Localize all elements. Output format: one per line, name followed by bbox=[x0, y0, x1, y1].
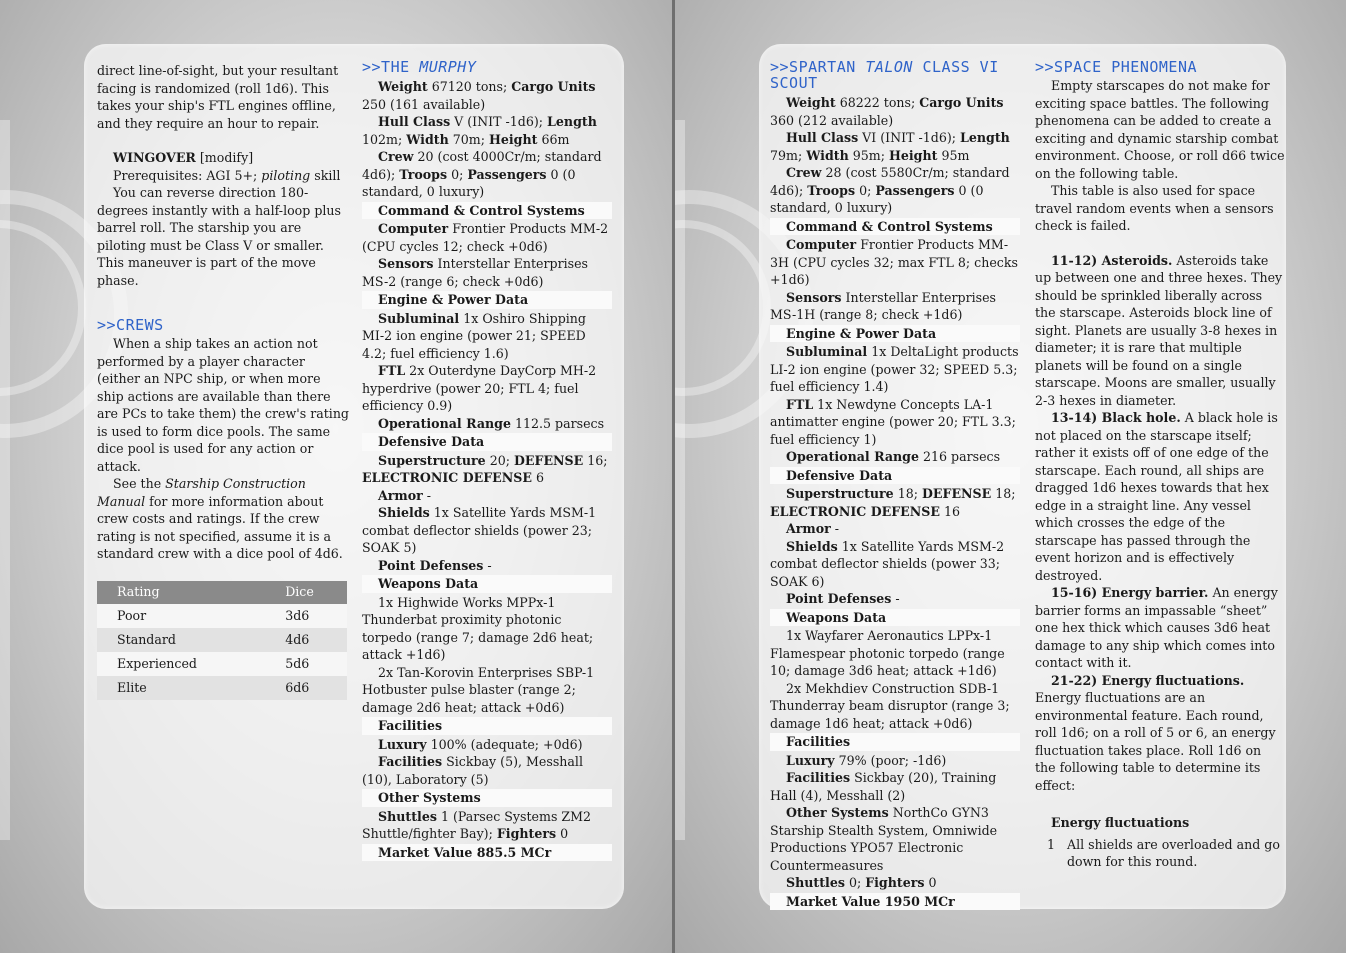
stat-value: 20; bbox=[485, 452, 514, 468]
stat-value: - bbox=[422, 487, 432, 503]
stat-value: 28 (cost 5580Cr/m; standard 4d6); bbox=[770, 165, 1010, 198]
hull-line bbox=[770, 129, 1020, 164]
stat-value: 102m; bbox=[362, 131, 403, 147]
stat-value: 95m; bbox=[848, 147, 889, 163]
stat-label: Luxury bbox=[786, 752, 835, 768]
section-bar: Command & Control Systems bbox=[362, 202, 612, 220]
stat-value: 6 bbox=[531, 470, 544, 485]
stat-label: Length bbox=[960, 130, 1010, 145]
stat-label: FTL bbox=[378, 363, 406, 378]
superstructure-line bbox=[770, 485, 1020, 520]
stat-label: Armor bbox=[378, 487, 423, 503]
table-cell: Elite bbox=[97, 676, 265, 700]
computer-line bbox=[770, 236, 1020, 289]
stat-value: 20 (cost 4000Cr/m; standard 4d6); bbox=[362, 149, 602, 182]
stat-label: Troops bbox=[399, 166, 448, 182]
section-bar: Defensive Data bbox=[770, 467, 1020, 485]
spartan-heading bbox=[770, 59, 1020, 91]
shields-line bbox=[362, 504, 612, 557]
murphy-heading bbox=[362, 59, 612, 75]
entry-title: 21-22) Energy fluctuations. bbox=[1051, 672, 1245, 688]
stat-label: Cargo Units bbox=[919, 95, 1004, 110]
stat-value: Interstellar Enterprises MS-1H (range 8; check +1d6) bbox=[770, 289, 996, 322]
stat-value: V (INIT -1d6); bbox=[450, 114, 548, 129]
table-cell: Standard bbox=[97, 628, 265, 652]
prereq-text: Prerequisites: AGI 5+; bbox=[113, 167, 262, 183]
stat-label: Width bbox=[406, 131, 449, 147]
phenomenon-entry bbox=[1035, 672, 1285, 795]
shields-line bbox=[770, 538, 1020, 591]
stat-value: Frontier Products MM-3H (CPU cycles 32; max FTL 8; checks +1d6) bbox=[770, 237, 1018, 287]
space-phenomena-heading: >>SPACE PHENOMENA bbox=[1035, 58, 1198, 76]
point-defenses-line bbox=[770, 590, 1020, 608]
phenomena-note: This table is also used for space travel random events when a sensors check is failed. bbox=[1035, 183, 1274, 233]
stat-label: Sensors bbox=[378, 256, 434, 271]
crew-line bbox=[362, 148, 612, 201]
stat-value: 79m; bbox=[770, 147, 803, 163]
armor-line bbox=[362, 487, 612, 505]
stat-label: DEFENSE bbox=[921, 486, 992, 501]
crew-rating-table bbox=[97, 581, 347, 700]
table-row bbox=[97, 652, 347, 676]
stat-value: 1x DeltaLight products LI-2 ion engine (power 32; SPEED 5.3; fuel efficiency 1.4) bbox=[770, 344, 1019, 394]
manual-title: Starship Construction Manual bbox=[97, 476, 306, 509]
stat-value: 2x Outerdyne DayCorp MH-2 hyperdrive (power 20; FTL 4; fuel efficiency 0.9) bbox=[362, 363, 597, 413]
weapon-entry: 1x Highwide Works MPPx-1 Thunderbat proximity photonic torpedo (range 7; damage 2d6 heat; attack +1d6) bbox=[362, 594, 594, 662]
hull-line bbox=[362, 113, 612, 148]
stat-label: Superstructure bbox=[786, 486, 894, 501]
stat-value: - bbox=[483, 557, 492, 573]
stat-label: ELECTRONIC DEFENSE bbox=[362, 470, 532, 485]
stat-label: Height bbox=[488, 131, 538, 147]
stat-label: Fighters bbox=[865, 875, 925, 890]
stat-label: Weight bbox=[786, 95, 836, 110]
market-value-bar: Market Value 1950 MCr bbox=[770, 893, 1020, 911]
stat-label: Fighters bbox=[496, 826, 557, 841]
stat-value: Sickbay (20), Training Hall (4), Messhall (2) bbox=[770, 770, 997, 803]
left-column-2 bbox=[362, 59, 612, 862]
crews-p2-c: for more information about crew costs and ratings. If the crew rating is not specified, assume it is a standard crew with a dice pool of 4d6. bbox=[97, 493, 343, 561]
crew-line bbox=[770, 164, 1020, 217]
stat-value: 95m bbox=[937, 147, 970, 163]
table-cell: 3d6 bbox=[265, 604, 347, 628]
crews-heading: >>CREWS bbox=[97, 316, 164, 334]
stat-value: 18; bbox=[991, 486, 1016, 501]
phenomenon-entry bbox=[1035, 584, 1285, 672]
table-row bbox=[97, 676, 347, 700]
stat-value: 0 bbox=[924, 875, 937, 890]
section-bar: Engine & Power Data bbox=[770, 325, 1020, 343]
fluctuation-row bbox=[1035, 836, 1285, 871]
shuttles-line bbox=[362, 808, 612, 843]
heading-prefix: >>SPARTAN bbox=[770, 58, 866, 76]
wingover-title: WINGOVER bbox=[113, 150, 196, 165]
sensors-line bbox=[362, 255, 612, 290]
weapon-entry: 2x Tan-Korovin Enterprises SBP-1 Hotbuster pulse blaster (range 2; damage 2d6 heat; attack +0d6) bbox=[362, 664, 595, 715]
entry-body: An energy barrier forms an impassable “sheet” one hex thick which causes 3d6 heat damage to any ship which comes into contact with it. bbox=[1035, 585, 1278, 670]
other-systems-line bbox=[770, 804, 1020, 874]
ftl-line bbox=[362, 362, 612, 415]
stat-label: Width bbox=[806, 147, 849, 163]
heading-prefix: >>THE bbox=[362, 58, 420, 76]
stat-value: 0 (0 standard, 0 luxury) bbox=[770, 182, 984, 215]
facilities-line bbox=[362, 753, 612, 788]
stat-label: Operational Range bbox=[786, 449, 919, 464]
weight-line bbox=[770, 94, 1020, 129]
stat-label: Luxury bbox=[378, 736, 427, 752]
stat-label: Passengers bbox=[875, 182, 955, 198]
prereq-skill: piloting bbox=[261, 167, 311, 183]
market-value-bar: Market Value 885.5 MCr bbox=[362, 844, 612, 862]
stat-value: 70m; bbox=[448, 131, 489, 147]
stat-label: Point Defenses bbox=[378, 557, 484, 573]
entry-body: A black hole is not placed on the starscape itself; rather it exists off of one edge of the starscape. Each round, all ships are dragged 1d6 hexes towards that hex edge in a straight line. Any vessel which crosses the edge of the starscape has passed through the event horizon and is effectively destroyed. bbox=[1035, 410, 1278, 583]
table-cell: 4d6 bbox=[265, 628, 347, 652]
crews-paragraph-2 bbox=[97, 475, 349, 563]
stat-value: 1 (Parsec Systems ZM2 Shuttle/fighter Bay); bbox=[362, 808, 592, 841]
phenomenon-entry bbox=[1035, 409, 1285, 584]
stat-value: 1x Satellite Yards MSM-1 combat deflector shields (power 23; SOAK 5) bbox=[362, 505, 597, 555]
stat-label: Computer bbox=[786, 237, 857, 252]
stat-value: 360 (212 available) bbox=[770, 112, 894, 128]
computer-line bbox=[362, 220, 612, 255]
weapon-entry: 1x Wayfarer Aeronautics LPPx-1 Flamespear photonic torpedo (range 10; damage 3d6 heat; attack +1d6) bbox=[770, 628, 1005, 678]
stat-label: Hull Class bbox=[786, 130, 859, 145]
stat-value: 0 (0 standard, 0 luxury) bbox=[362, 166, 576, 199]
stat-value: 1x Newdyne Concepts LA-1 antimatter engine (power 20; FTL 3.3; fuel efficiency 1) bbox=[770, 396, 1016, 447]
wingover-tag: [modify] bbox=[195, 150, 254, 165]
stat-label: Shuttles bbox=[786, 875, 845, 890]
left-page bbox=[0, 0, 672, 953]
stat-label: Height bbox=[888, 147, 938, 163]
stat-label: Troops bbox=[807, 182, 856, 198]
stat-value: 67120 tons; bbox=[427, 79, 512, 94]
weight-line bbox=[362, 78, 612, 113]
section-bar: Weapons Data bbox=[362, 575, 612, 593]
fluctuation-number: 1 bbox=[1047, 836, 1056, 852]
table-header: Dice bbox=[265, 581, 347, 604]
stat-value: NorthCo GYN3 Starship Stealth System, Omniwide Productions YPO57 Electronic Countermeasures bbox=[770, 805, 998, 873]
section-bar: Weapons Data bbox=[770, 609, 1020, 627]
entry-body: Asteroids take up between one and three hexes. They should be sprinkled liberally across the starscape. Asteroids block line of sight. Planets are usually 3-8 hexes in diameter; it is rare that multiple planets will be found on a single starscape. Moons are smaller, usually 2-3 hexes in diameter. bbox=[1035, 252, 1283, 408]
superstructure-line bbox=[362, 452, 612, 487]
right-column-1 bbox=[770, 59, 1020, 911]
stat-label: ELECTRONIC DEFENSE bbox=[770, 503, 940, 519]
ftl-line bbox=[770, 396, 1020, 449]
stat-label: Point Defenses bbox=[786, 591, 892, 606]
stat-label: Computer bbox=[378, 221, 449, 236]
shuttles-line bbox=[770, 874, 1020, 892]
section-bar: Engine & Power Data bbox=[362, 291, 612, 309]
entry-body: Energy fluctuations are an environmental feature. Each round, roll 1d6; on a roll of 5 or 6, an energy fluctuation takes place. Roll 1d6 on the following table to determine its effect: bbox=[1035, 690, 1276, 793]
left-column-1 bbox=[97, 62, 349, 700]
right-page bbox=[675, 0, 1346, 953]
crews-p2-a: See the bbox=[113, 476, 166, 491]
sensors-line bbox=[770, 289, 1020, 324]
stat-label: FTL bbox=[786, 396, 814, 412]
decorative-line bbox=[0, 120, 10, 840]
table-row bbox=[97, 604, 347, 628]
stat-value: 0; bbox=[447, 166, 468, 182]
stat-label: Other Systems bbox=[786, 805, 889, 820]
stat-value: 16; bbox=[583, 452, 608, 468]
armor-line bbox=[770, 520, 1020, 538]
stat-value: 66m bbox=[537, 131, 570, 147]
point-defenses-line bbox=[362, 557, 612, 575]
stat-label: Facilities bbox=[786, 770, 851, 785]
section-bar: Command & Control Systems bbox=[770, 218, 1020, 236]
prereq-suffix: skill bbox=[310, 167, 341, 183]
section-bar: Other Systems bbox=[362, 789, 612, 807]
subluminal-line bbox=[770, 343, 1020, 396]
stat-label: Superstructure bbox=[378, 452, 486, 468]
stat-label: Shields bbox=[786, 538, 838, 554]
stat-value: 0 bbox=[556, 826, 569, 841]
stat-label: Armor bbox=[786, 521, 831, 536]
ship-name: TALON bbox=[865, 58, 913, 76]
stat-value: 100% (adequate; +0d6) bbox=[426, 736, 583, 752]
stat-label: Facilities bbox=[378, 754, 443, 769]
decorative-line bbox=[675, 120, 685, 840]
stat-value: Interstellar Enterprises MS-2 (range 6; check +0d6) bbox=[362, 256, 588, 289]
stat-value: 1x Oshiro Shipping MI-2 ion engine (power 21; SPEED 4.2; fuel efficiency 1.6) bbox=[362, 310, 586, 361]
range-line bbox=[362, 415, 612, 433]
entry-title: 11-12) Asteroids. bbox=[1051, 252, 1173, 268]
stat-label: Subluminal bbox=[378, 310, 460, 326]
wingover-title-line bbox=[97, 149, 349, 167]
range-line bbox=[770, 448, 1020, 466]
phenomenon-entry bbox=[1035, 252, 1285, 410]
stat-value: - bbox=[830, 521, 840, 536]
stat-value: 79% (poor; -1d6) bbox=[834, 752, 947, 768]
stat-value: Frontier Products MM-2 (CPU cycles 12; check +0d6) bbox=[362, 221, 609, 254]
stat-label: Shields bbox=[378, 505, 430, 520]
stat-value: 0; bbox=[855, 182, 876, 198]
stat-label: Shuttles bbox=[378, 808, 437, 824]
stat-value: 68222 tons; bbox=[835, 95, 920, 110]
energy-fluctuations-title: Energy fluctuations bbox=[1051, 815, 1190, 830]
intro-paragraph: direct line-of-sight, but your resultant facing is randomized (roll 1d6). This takes your ship's FTL engines offline, and they require an hour to repair. bbox=[97, 63, 339, 131]
entry-title: 15-16) Energy barrier. bbox=[1051, 585, 1209, 600]
ship-name: MURPHY bbox=[419, 58, 477, 76]
facilities-line bbox=[770, 769, 1020, 804]
stat-value: - bbox=[891, 591, 900, 606]
section-bar: Facilities bbox=[770, 733, 1020, 751]
right-column-2 bbox=[1035, 59, 1285, 871]
wingover-body: You can reverse direction 180-degrees instantly with a half-loop plus barrel roll. The starship you are piloting must be Class V or smaller. This maneuver is part of the move phase. bbox=[97, 185, 341, 288]
table-row bbox=[97, 628, 347, 652]
section-bar: Defensive Data bbox=[362, 433, 612, 451]
table-cell: Experienced bbox=[97, 652, 265, 676]
stat-value: 216 parsecs bbox=[918, 449, 1001, 464]
stat-value: 112.5 parsecs bbox=[510, 415, 605, 431]
table-header: Rating bbox=[97, 581, 265, 604]
stat-label: Passengers bbox=[467, 166, 547, 182]
stat-label: DEFENSE bbox=[513, 452, 584, 468]
table-cell: Poor bbox=[97, 604, 265, 628]
table-header-row bbox=[97, 581, 347, 604]
stat-label: Weight bbox=[378, 79, 428, 94]
stat-label: Crew bbox=[378, 149, 414, 164]
luxury-line bbox=[770, 752, 1020, 770]
stat-label: Crew bbox=[786, 165, 822, 180]
stat-value: Sickbay (5), Messhall (10), Laboratory (5) bbox=[362, 754, 583, 787]
stat-value: 250 (161 available) bbox=[362, 96, 486, 112]
heading-suffix: CLASS VI SCOUT bbox=[770, 58, 999, 92]
stat-label: Sensors bbox=[786, 289, 842, 305]
stat-label: Subluminal bbox=[786, 344, 868, 359]
stat-value: 16 bbox=[939, 503, 960, 519]
stat-value: 0; bbox=[844, 875, 866, 890]
stat-value: 18; bbox=[893, 486, 922, 501]
stat-value: VI (INIT -1d6); bbox=[858, 130, 961, 145]
stat-value: 1x Satellite Yards MSM-2 combat deflector shields (power 33; SOAK 6) bbox=[770, 538, 1005, 589]
table-cell: 5d6 bbox=[265, 652, 347, 676]
stat-label: Hull Class bbox=[378, 114, 451, 129]
weapon-entry: 2x Mekhdiev Construction SDB-1 Thunderray beam disruptor (range 3; damage 1d6 heat; attack +0d6) bbox=[770, 680, 1010, 731]
subluminal-line bbox=[362, 310, 612, 363]
section-bar: Facilities bbox=[362, 717, 612, 735]
crews-paragraph-1: When a ship takes an action not performed by a player character (either an NPC ship, or when more ship actions are available than there are PCs to take them) the crew's rating is used to form dice pools. The same dice pool is used for any action or attack. bbox=[97, 336, 349, 474]
entry-title: 13-14) Black hole. bbox=[1051, 410, 1181, 425]
fluctuation-text: All shields are overloaded and go down for this round. bbox=[1067, 836, 1280, 869]
luxury-line bbox=[362, 736, 612, 754]
stat-label: Cargo Units bbox=[511, 79, 596, 94]
phenomena-intro: Empty starscapes do not make for exciting space battles. The following phenomena can be added to create a exciting and dynamic starship combat environment. Choose, or roll d66 twice on the following table. bbox=[1035, 78, 1285, 181]
stat-label: Length bbox=[547, 114, 597, 129]
stat-label: Operational Range bbox=[378, 415, 511, 431]
wingover-prereq bbox=[97, 167, 349, 185]
table-cell: 6d6 bbox=[265, 676, 347, 700]
